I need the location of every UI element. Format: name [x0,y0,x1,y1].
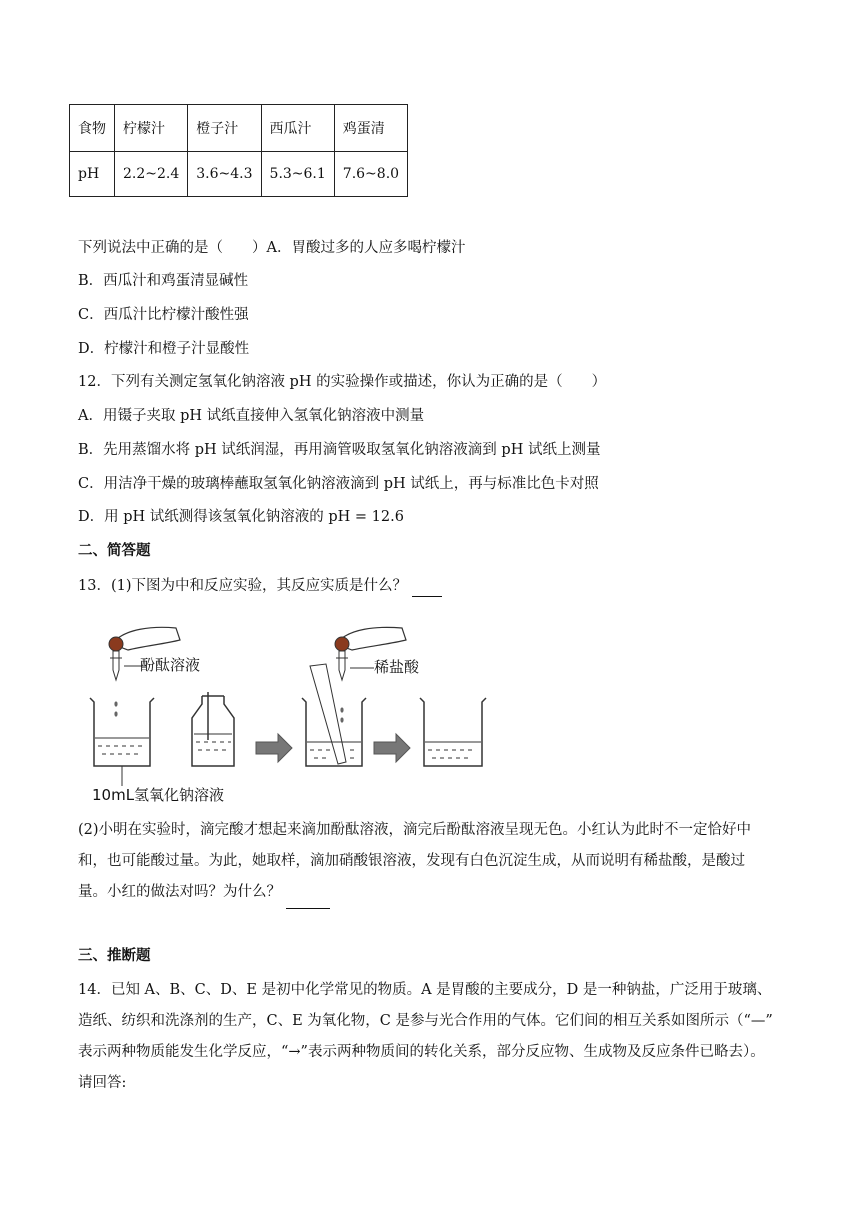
q11-option-c: C．西瓜汁比柠檬汁酸性强 [78,307,249,323]
reagent-bottle-icon [192,696,234,766]
q11-option-d: D．柠檬汁和橙子汁显酸性 [78,341,250,357]
ph-table [69,104,408,197]
q13-part2-text: 量。小红的做法对吗？为什么？ [78,884,281,900]
beaker-icon [90,698,154,766]
arrow-right-icon [256,734,292,762]
table-row [70,105,408,152]
figure-label-hcl: 稀盐酸 [374,658,420,676]
arrow-right-icon [374,734,410,762]
q13-part2-line: (2)小明在实验时，滴完酸才想起来滴加酚酞溶液，滴完后酚酞溶液呈现无色。小红认为此时不一定恰好中 [78,822,752,838]
answer-blank [286,877,330,909]
experiment-illustration [84,606,504,806]
dropper-icon [339,651,345,680]
table-cell: 2.2~2.4 [115,152,188,197]
q12-option-a: A．用镊子夹取 pH 试纸直接伸入氢氧化钠溶液中测量 [78,408,425,424]
table-cell: 柠檬汁 [115,105,188,152]
q12-option-b: B．先用蒸馏水将 pH 试纸润湿，再用滴管吸取氢氧化钠溶液滴到 pH 试纸上测量 [78,442,601,458]
table-cell: 橙子汁 [188,105,261,152]
q12-option-d: D．用 pH 试纸测得该氢氧化钠溶液的 pH = 12.6 [78,509,404,525]
q14-line: 14．已知 A、B、C、D、E 是初中化学常见的物质。A 是胃酸的主要成分，D 是一种钠盐，广泛用于玻璃、 [78,982,772,998]
table-cell: 鸡蛋清 [334,105,407,152]
dropper-bulb-icon [109,637,123,651]
figure-label-naoh: 10mL氢氧化钠溶液 [92,786,225,804]
table-cell: pH [70,152,115,197]
section-heading-short-answer: 二、简答题 [78,542,151,559]
q12-stem: 12．下列有关测定氢氧化钠溶液 pH 的实验操作或描述，你认为正确的是（ ） [78,374,607,390]
q12-option-c: C．用洁净干燥的玻璃棒蘸取氢氧化钠溶液滴到 pH 试纸上，再与标准比色卡对照 [78,476,599,492]
q13-part2-line: 和，也可能酸过量。为此，她取样，滴加硝酸银溶液，发现有白色沉淀生成，从而说明有稀盐酸，是酸过 [78,853,745,869]
q14-line: 请回答: [78,1075,127,1091]
neutralization-figure [84,606,504,806]
q13-part2-line [78,877,790,909]
section-heading-inference: 三、推断题 [78,947,151,964]
table-cell: 5.3~6.1 [261,152,334,197]
q14-line: 造纸、纺织和洗涤剂的生产，C、E 为氧化物，C 是参与光合作用的气体。它们间的相互关系如图所示（“—” [78,1013,773,1029]
q13-part1-text: 13．(1)下图为中和反应实验，其反应实质是什么？ [78,578,407,594]
glass-rod-icon [310,664,346,764]
table-cell: 3.6~4.3 [188,152,261,197]
q11-option-b: B．西瓜汁和鸡蛋清显碱性 [78,273,249,289]
q14-stem [78,975,790,1099]
figure-label-phenolphthalein: 酚酞溶液 [140,656,201,674]
table-cell: 西瓜汁 [261,105,334,152]
table-cell: 7.6~8.0 [334,152,407,197]
answer-blank [412,576,442,597]
q13-part2 [78,815,790,909]
dropper-icon [113,651,119,680]
q14-line: 表示两种物质能发生化学反应，“→”表示两种物质间的转化关系，部分反应物、生成物及反应条件已略去）。 [78,1044,765,1060]
table-cell: 食物 [70,105,115,152]
dropper-bulb-icon [335,637,349,651]
q11-stem: 下列说法中正确的是（ ）A．胃酸过多的人应多喝柠檬汁 [78,240,466,256]
table-row [70,152,408,197]
q13-part1 [78,576,442,597]
beaker-icon [420,698,486,766]
